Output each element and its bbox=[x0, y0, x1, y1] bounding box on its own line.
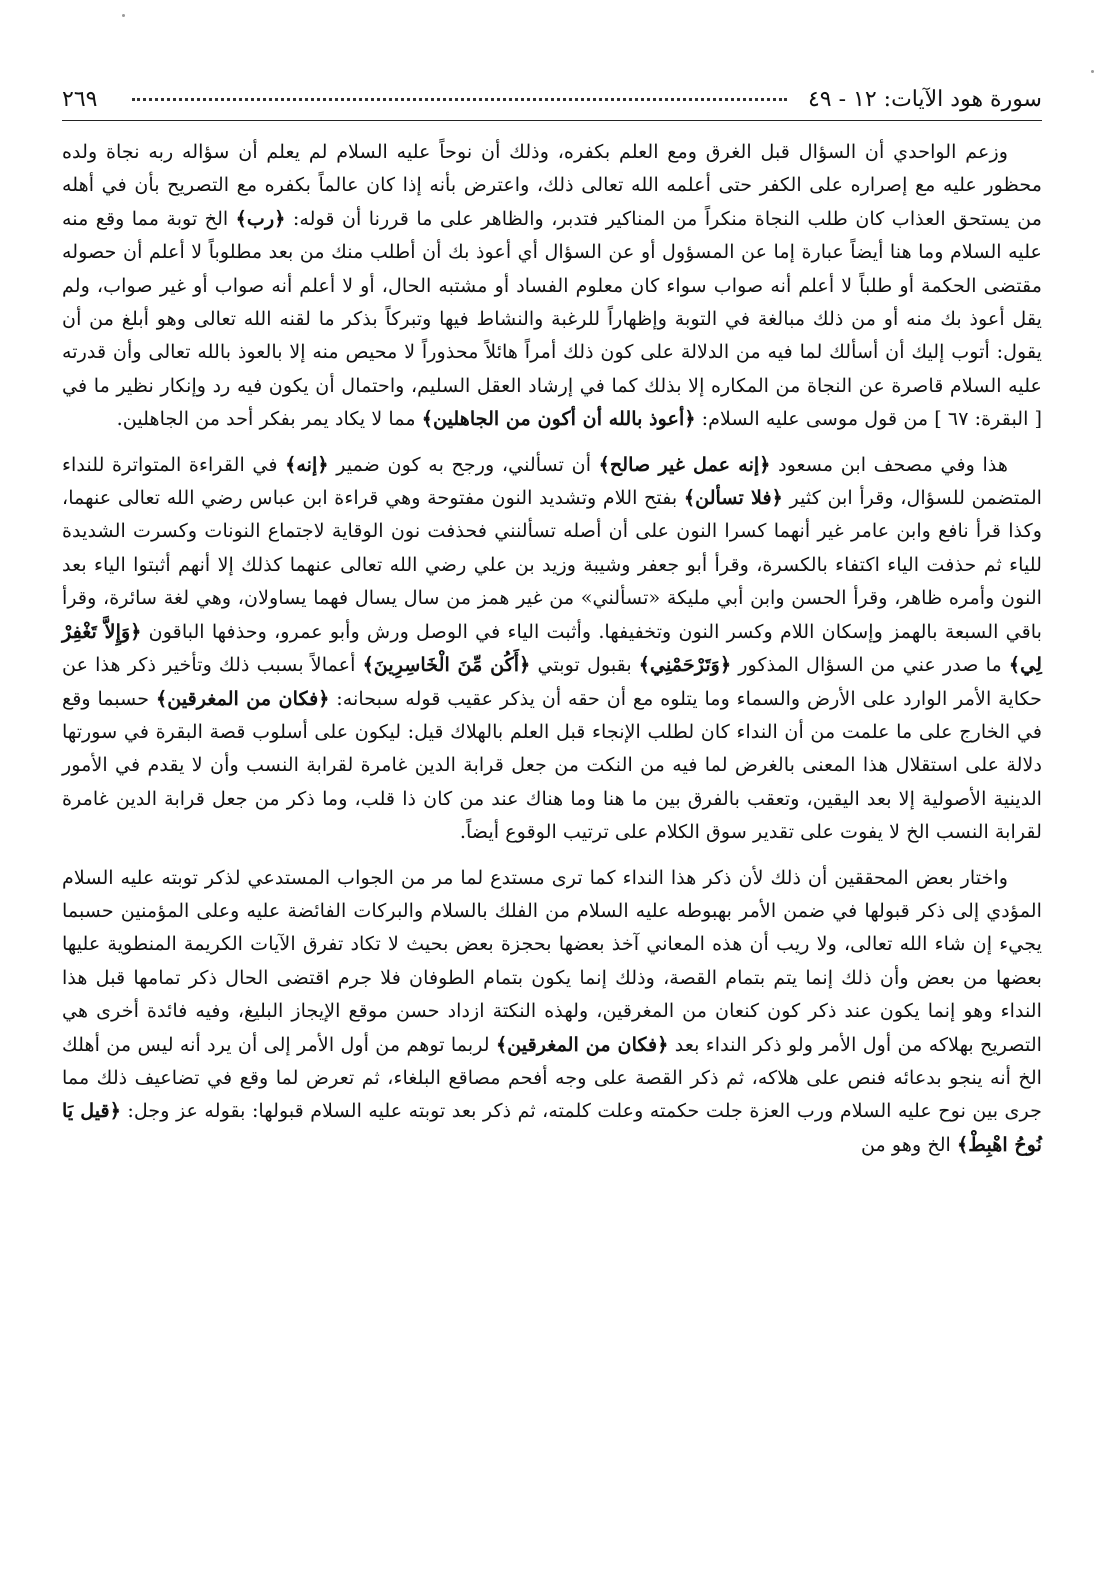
quran-quote: ﴿أعوذ بالله أن أكون من الجاهلين﴾ bbox=[421, 407, 696, 431]
scan-dot bbox=[122, 14, 125, 17]
dotted-leader bbox=[132, 98, 787, 101]
text-run: بقبول توبتي bbox=[530, 653, 639, 677]
text-run: واختار بعض المحققين أن ذلك لأن ذكر هذا النداء كما ترى مستدع لما مر من الجواب المستدعي لذكر توبته عليه السلام المؤدي إلى ذكر قبولها في ضمن الأمر بهبوطه عليه السلام من الفلك بالسلام والبركات الفائضة عليه وعلى المؤمنين حسبما يجيء إن شاء الله تعالى، ولا ريب أن هذه المعاني آخذ بعضها بحجزة بعض بحيث لا تكاد تفرق الآيات الكريمة المنطوية عليها بعضها من بعض وأن ذلك إنما يتم بتمام القصة، وذلك إنما يكون بتمام الطوفان فلا جرم اقتضى الحال ذكر تمامها قبل هذا النداء وهو إنما يكون عند ذكر كون كنعان من المغرقين، ولهذه النكتة ازداد حسن موقع الإيجاز البليغ، وفيه فائدة أخرى هي التصريح بهلاكه من أول الأمر ولو ذكر النداء بعد bbox=[62, 865, 1042, 1056]
text-run: ما صدر عني من السؤال المذكور bbox=[731, 653, 1009, 677]
quran-quote: ﴿وَتَرْحَمْنِي﴾ bbox=[638, 653, 732, 677]
text-run: أن تسألني، ورجح به كون ضمير bbox=[328, 452, 599, 476]
quran-quote: ﴿رب﴾ bbox=[235, 206, 286, 230]
surah-title: سورة هود الآيات: ١٢ - ٤٩ bbox=[807, 87, 1042, 112]
text-run: لربما توهم من أول الأمر إلى أن يرد أنه ليس من أهلك الخ أنه ينجو بدعائه فنص على هلاكه، ثم ذكر القصة على وجه أفحم مصاقع البلغاء، ثم تعرض لما وقع في تضاعيف ذلك مما جرى بين نوح عليه السلام ورب العزة جلت حكمته وعلت كلمته، ثم ذكر بعد توبته عليه السلام قبولها: بقوله عز وجل: bbox=[62, 1032, 1042, 1123]
quran-quote: ﴿وَإِلاَّ تَغْفِرْ لِي﴾ bbox=[62, 619, 1042, 677]
text-run: الخ وهو من bbox=[860, 1132, 957, 1156]
text-run: وزعم الواحدي أن السؤال قبل الغرق ومع العلم بكفره، وذلك أن نوحاً عليه السلام لم يعلم أن سؤاله ربه نجاة ولده محظور عليه مع إصراره على الكفر حتى أعلمه الله تعالى ذلك، واعترض بأنه إذا كان عالماً بكفره مع التصريح بأن في أهله من يستحق العذاب كان طلب النجاة منكراً من المناكير فتدبر، والظاهر على ما قررنا أن قوله: bbox=[62, 140, 1042, 230]
quran-quote: ﴿فكان من المغرقين﴾ bbox=[155, 686, 330, 710]
quran-quote: ﴿إنه﴾ bbox=[285, 452, 329, 476]
text-run: بفتح اللام وتشديد النون مفتوحة وهي قراءة ابن عباس رضي الله تعالى عنهما، وكذا قرأ نافع وابن عامر غير أنهما كسرا النون على أن أصله تسألنني فحذفت نون الوقاية لاجتماع النونات وكسرت الشديدة للياء ثم حذفت الياء اكتفاء بالكسرة، وقرأ أبو جعفر وشيبة وزيد بن علي رضي الله تعالى عنهما كذلك إلا أنهم أثبتوا الياء بعد النون وأمره ظاهر، وقرأ الحسن وابن أبي مليكة «تسألني» من غير همز من سال يسال فهما يساولان، وهي لغة سائرة، وقرأ باقي السبعة بالهمز وإسكان اللام وكسر النون وتخفيفها. وأثبت الياء في الوصل ورش وأبو عمرو، وحذفها الباقون bbox=[62, 486, 1042, 643]
text-run: حسبما وقع في الخارج على ما علمت من أن النداء كان لطلب الإنجاء قبل العلم بالهلاك قيل: ليكون على أسلوب قصة البقرة في سورتها دلالة على استقلال هذا المعنى بالغرض لما فيه من النكت من جعل قرابة الدين غامرة لقرابة النسب وأن لا يقدم في الأمور الدينية الأصولية إلا بعد اليقين، وتعقب بالفرق بين ما هنا وما هناك عند من كان ذا قلب، وما ذكر من جعل قرابة الدين غامرة لقرابة النسب الخ لا يفوت على تقدير سوق الكلام على ترتيب الوقوع أيضاً. bbox=[62, 686, 1042, 844]
quran-quote: ﴿فلا تسألن﴾ bbox=[683, 486, 783, 510]
paragraph bbox=[62, 135, 1042, 436]
quran-quote: ﴿قيل يَا نُوحُ اهْبِطْ﴾ bbox=[62, 1099, 1042, 1156]
text-run: في القراءة المتواترة للنداء المتضمن للسؤال، وقرأ ابن كثير bbox=[62, 452, 1042, 510]
quran-quote: ﴿إنه عمل غير صالح﴾ bbox=[598, 452, 771, 476]
running-head bbox=[62, 84, 1042, 121]
page-number: ٢٦٩ bbox=[62, 87, 98, 112]
page bbox=[62, 84, 1042, 1161]
text-run: أعمالاً بسبب ذلك وتأخير ذكر هذا عن حكاية الأمر الوارد على الأرض والسماء وما يتلوه مع أن حقه أن يذكر عقيب قوله سبحانه: bbox=[62, 653, 1043, 710]
text-run: مما لا يكاد يمر بفكر أحد من الجاهلين. bbox=[116, 407, 422, 431]
scan-dot bbox=[1091, 70, 1094, 73]
quran-quote: ﴿أَكُن مِّنَ الْخَاسِرِينَ﴾ bbox=[362, 653, 531, 677]
paragraph bbox=[62, 448, 1042, 849]
quran-quote: ﴿فكان من المغرقين﴾ bbox=[495, 1032, 669, 1056]
paragraph bbox=[62, 861, 1042, 1162]
body-text bbox=[62, 135, 1042, 1161]
text-run: الخ توبة مما وقع منه عليه السلام وما هنا أيضاً عبارة إما عن المسؤول أو عن السؤال أي أعوذ بك أن أطلب منك من بعد مطلوباً لا أعلم أن حصوله مقتضى الحكمة أو طلباً لا أعلم أنه صواب سواء كان معلوم الفساد أو مشتبه الحال، أو لا أعلم أنه صواب أو غير صواب، ولم يقل أعوذ بك منه أو من ذلك مبالغة في التوبة وإظهاراً للرغبة والنشاط فيها وتبركاً بذكر ما لقنه الله تعالى وهو أبلغ من أن يقول: أتوب إليك أن أسألك لما فيه من الدلالة على كون ذلك أمراً هائلاً محذوراً لا محيص منه إلا بالعوذ بالله تعالى وأن قدرته عليه السلام قاصرة عن النجاة من المكاره إلا بذلك كما في إرشاد العقل السليم، واحتمال أن يكون فيه رد وإنكار نظير ما في [ البقرة: ٦٧ ] من قول موسى عليه السلام: bbox=[62, 206, 1042, 431]
text-run: هذا وفي مصحف ابن مسعود bbox=[770, 452, 1009, 476]
